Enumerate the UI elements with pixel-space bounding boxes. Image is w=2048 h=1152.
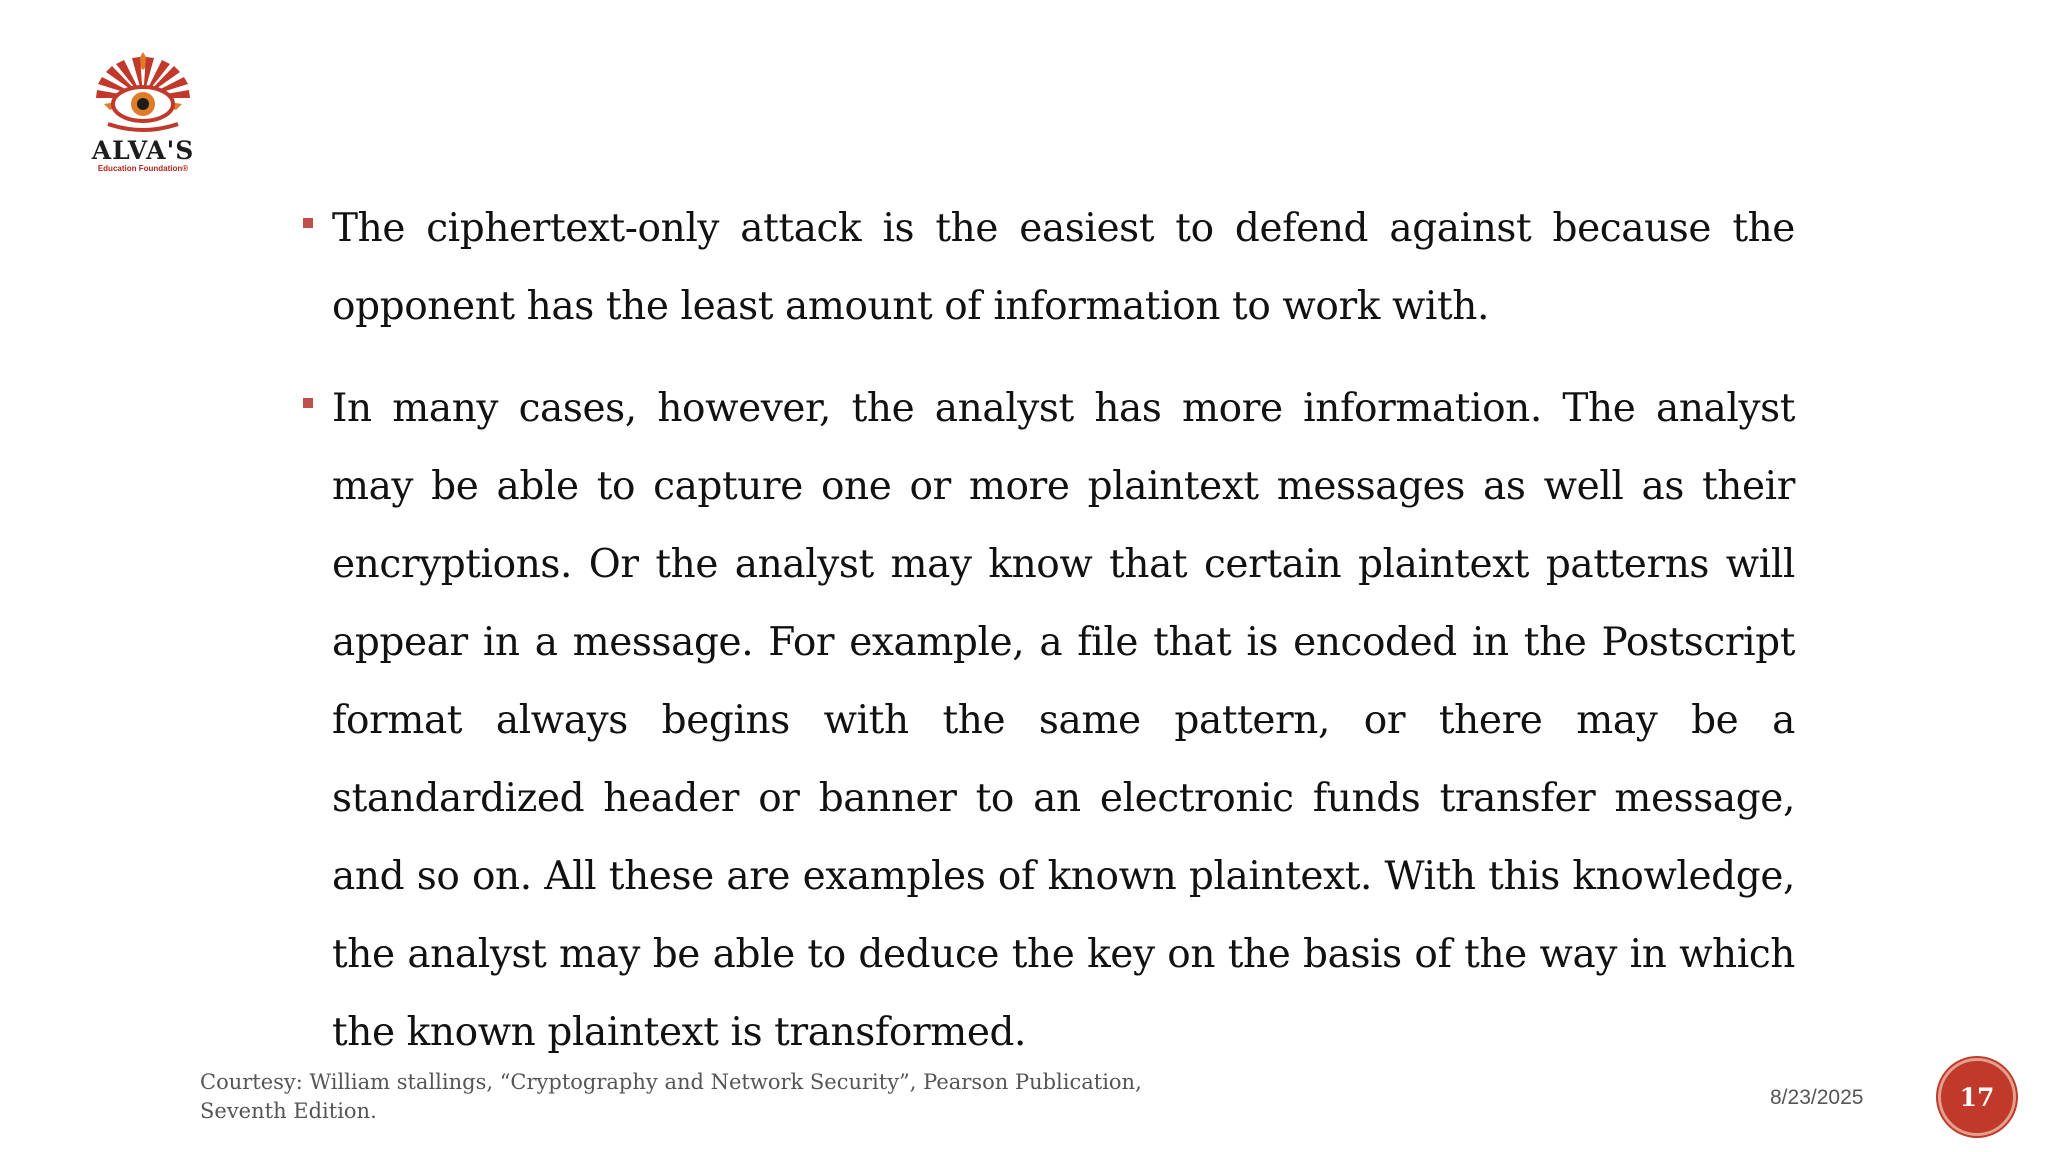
bullet-text: The ciphertext-only attack is the easiest to defend against because the opponent has the least amount of information to work with.: [332, 206, 1795, 329]
bullet-square-icon: [303, 398, 313, 408]
slide-date: 8/23/2025: [1770, 1086, 1864, 1109]
courtesy-note: [200, 1068, 1200, 1126]
logo-name: ALVA'S: [91, 136, 195, 165]
slide-content: [300, 190, 1795, 1096]
bullet-item: [300, 370, 1795, 1072]
logo-subtitle: Education Foundation®: [97, 164, 189, 173]
bullet-text: In many cases, however, the analyst has more information. The analyst may be able to capture one or more plaintext messages as well as their encryptions. Or the analyst may know that certain plaintext patterns will appear in a message. For example, a file that is encoded in the Postscript format always begins with the same pattern, or there may be a standardized header or banner to an electronic funds transfer message, and so on. All these are examples of known plaintext. With this knowledge, the analyst may be able to deduce the key on the basis of the way in which the known plaintext is transformed.: [332, 386, 1795, 1055]
courtesy-line-1: Courtesy: William stallings, “Cryptography and Network Security”, Pearson Publication,: [200, 1070, 1142, 1094]
bullet-item: [300, 190, 1795, 346]
page-number: 17: [1959, 1082, 1995, 1112]
bullet-square-icon: [303, 218, 313, 228]
courtesy-line-2: Seventh Edition.: [200, 1099, 377, 1123]
logo-emblem-icon: [68, 50, 218, 140]
page-number-badge: [1938, 1058, 2016, 1136]
alvas-logo: [68, 50, 218, 175]
